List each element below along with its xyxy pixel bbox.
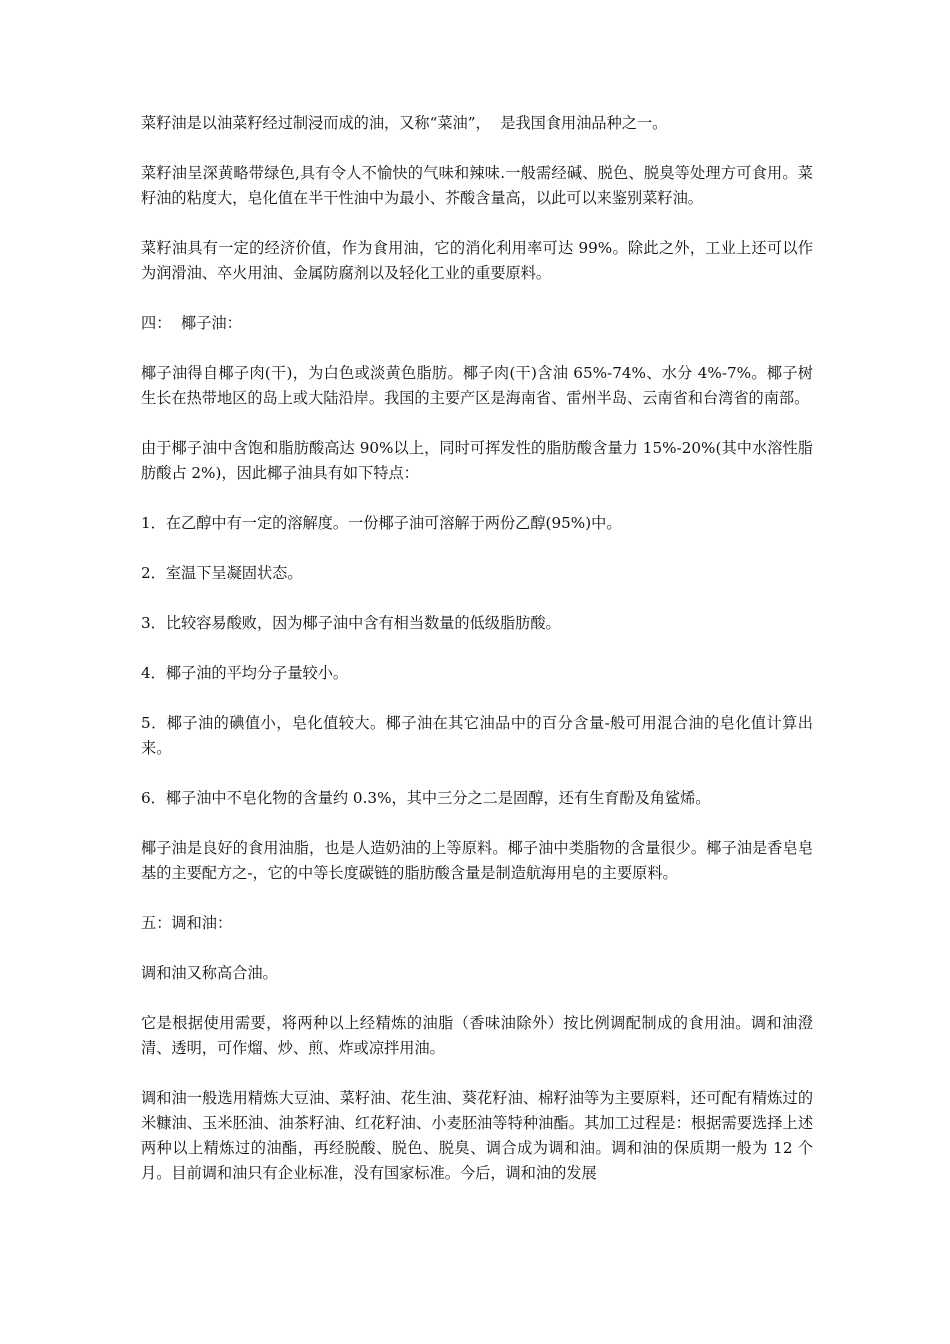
paragraph-blended-oil-process: 调和油一般选用精炼大豆油、菜籽油、花生油、葵花籽油、棉籽油等为主要原料，还可配有精炼过的米糠油、玉米胚油、油茶籽油、红花籽油、小麦胚油等特种油酯。其加工过程是：根据需要选择上述两种以上精炼过的油酯，再经脱酸、脱色、脱臭、调合成为调和油。调和油的保质期一般为 12 个月。目前调和油只有企业标准，没有国家标准。今后，调和油的发展 xyxy=(141,1089,813,1182)
list-item-2: 2．室温下呈凝固状态。 xyxy=(141,564,303,582)
paragraph-coconut-uses: 椰子油是良好的食用油脂，也是人造奶油的上等原料。椰子油中类脂物的含量很少。椰子油是香皂皂基的主要配方之-，它的中等长度碳链的脂肪酸含量是制造航海用皂的主要原料。 xyxy=(141,839,813,882)
list-item-4: 4．椰子油的平均分子量较小。 xyxy=(141,664,349,682)
paragraph-coconut-source: 椰子油得自椰子肉(干)，为白色或淡黄色脂肪。椰子肉(干)含油 65%-74%、水分 4%-7%。椰子树生长在热带地区的岛上或大陆沿岸。我国的主要产区是海南省、雷州半岛、云南省和台湾省的南部。 xyxy=(141,364,813,407)
paragraph-blended-oil-alias: 调和油又称高合油。 xyxy=(141,964,278,982)
list-item-6: 6．椰子油中不皂化物的含量约 0.3%，其中三分之二是固醇，还有生育酚及角鲨烯。 xyxy=(141,789,711,807)
section-heading-coconut-oil: 四： 椰子油： xyxy=(141,314,242,332)
list-item-3: 3．比较容易酸败，因为椰子油中含有相当数量的低级脂肪酸。 xyxy=(141,614,561,632)
list-item-1: 1．在乙醇中有一定的溶解度。一份椰子油可溶解于两份乙醇(95%)中。 xyxy=(141,514,622,532)
paragraph-rapeseed-value: 菜籽油具有一定的经济价值，作为食用油，它的消化利用率可达 99%。除此之外，工业上还可以作为润滑油、卒火用油、金属防腐剂以及轻化工业的重要原料。 xyxy=(141,239,813,282)
paragraph-blended-oil-definition: 它是根据使用需要，将两种以上经精炼的油脂（香味油除外）按比例调配制成的食用油。调和油澄清、透明，可作熘、炒、煎、炸或凉拌用油。 xyxy=(141,1014,813,1057)
section-heading-blended-oil: 五：调和油： xyxy=(141,914,233,932)
paragraph-rapeseed-properties: 菜籽油呈深黄略带绿色,具有令人不愉快的气味和辣味.一般需经碱、脱色、脱臭等处理方可食用。菜籽油的粘度大，皂化值在半干性油中为最小、芥酸含量高，以此可以来鉴别菜籽油。 xyxy=(141,164,813,207)
paragraph-rapeseed-intro: 菜籽油是以油菜籽经过制浸而成的油，又称“菜油”， 是我国食用油品种之一。 xyxy=(141,114,668,132)
paragraph-coconut-fatty-acids: 由于椰子油中含饱和脂肪酸高达 90%以上，同时可挥发性的脂肪酸含量力 15%-20%(其中水溶性脂肪酸占 2%)，因此椰子油具有如下特点： xyxy=(141,439,813,482)
list-item-5: 5．椰子油的碘值小，皂化值较大。椰子油在其它油品中的百分含量-般可用混合油的皂化值计算出来。 xyxy=(141,714,813,757)
document-body xyxy=(141,111,813,1186)
